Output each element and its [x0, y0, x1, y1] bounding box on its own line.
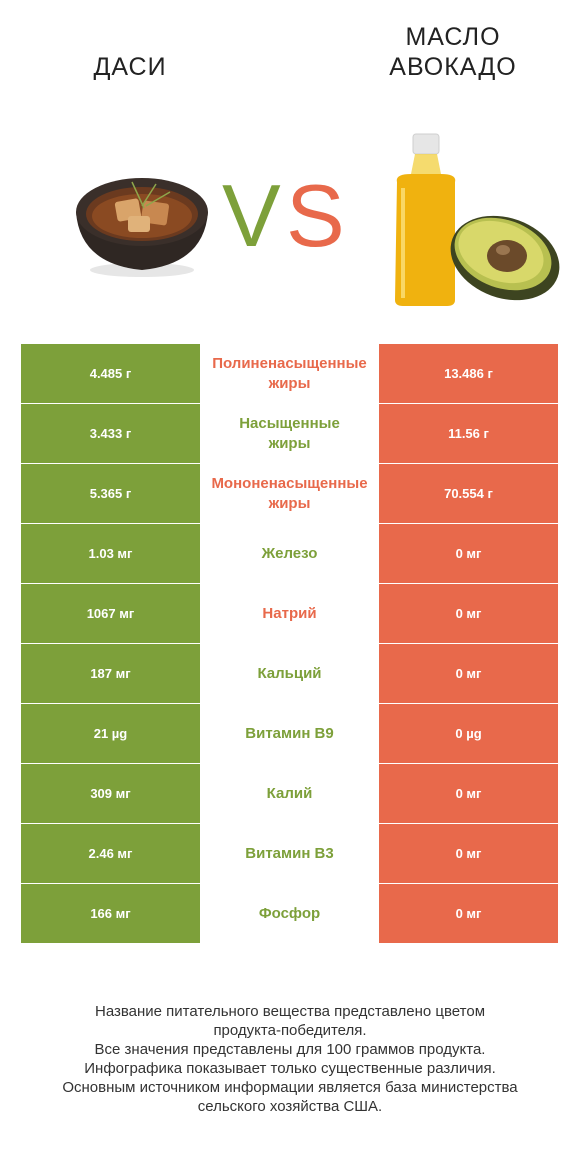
vs-letter-v: V	[222, 168, 281, 258]
right-product-title	[363, 22, 543, 82]
nutrient-name: Витамин B9	[200, 704, 379, 763]
right-title-line2: АВОКАДО	[389, 53, 517, 81]
dashi-bowl-image	[72, 172, 212, 280]
table-row	[21, 824, 558, 884]
left-value: 3.433 г	[21, 404, 200, 463]
left-value: 1.03 мг	[21, 524, 200, 583]
vs-label	[222, 168, 352, 258]
left-value: 166 мг	[21, 884, 200, 943]
footer-line: Основным источником информации является база министерства	[62, 1079, 518, 1096]
nutrient-table	[21, 344, 558, 944]
nutrient-name: Кальций	[200, 644, 379, 703]
nutrient-name: Мононенасыщенные жиры	[200, 464, 379, 523]
right-value: 0 мг	[379, 584, 558, 643]
table-row	[21, 764, 558, 824]
right-value: 13.486 г	[379, 344, 558, 403]
nutrient-name: Витамин B3	[200, 824, 379, 883]
right-value: 0 мг	[379, 524, 558, 583]
right-value: 70.554 г	[379, 464, 558, 523]
footer-line: Инфографика показывает только существенные различия.	[84, 1060, 496, 1077]
vs-letter-s: S	[286, 168, 345, 258]
left-value: 4.485 г	[21, 344, 200, 403]
table-row	[21, 644, 558, 704]
right-value: 0 мг	[379, 644, 558, 703]
right-value: 11.56 г	[379, 404, 558, 463]
right-value: 0 мг	[379, 824, 558, 883]
left-value: 21 µg	[21, 704, 200, 763]
right-value: 0 мг	[379, 764, 558, 823]
footer-line: Все значения представлены для 100 граммов продукта.	[94, 1041, 486, 1058]
left-value: 2.46 мг	[21, 824, 200, 883]
nutrient-name: Железо	[200, 524, 379, 583]
right-value: 0 µg	[379, 704, 558, 763]
table-row	[21, 344, 558, 404]
left-value: 5.365 г	[21, 464, 200, 523]
footer-note	[30, 1002, 550, 1116]
left-value: 187 мг	[21, 644, 200, 703]
nutrient-name: Фосфор	[200, 884, 379, 943]
table-row	[21, 404, 558, 464]
left-value: 1067 мг	[21, 584, 200, 643]
footer-line: Название питательного вещества представлено цветом	[94, 1003, 486, 1020]
left-product-title: ДАСИ	[93, 53, 167, 81]
left-value: 309 мг	[21, 764, 200, 823]
nutrient-name: Натрий	[200, 584, 379, 643]
nutrient-name: Насыщенные жиры	[200, 404, 379, 463]
footer-line: сельского хозяйства США.	[197, 1098, 383, 1115]
table-row	[21, 524, 558, 584]
footer-line: продукта-победителя.	[213, 1022, 367, 1039]
nutrient-name: Калий	[200, 764, 379, 823]
right-title-line1: МАСЛО	[405, 23, 501, 51]
table-row	[21, 464, 558, 524]
right-value: 0 мг	[379, 884, 558, 943]
avocado-oil-image	[385, 130, 560, 310]
table-row	[21, 884, 558, 944]
table-row	[21, 584, 558, 644]
nutrient-name: Полиненасыщенные жиры	[200, 344, 379, 403]
table-row	[21, 704, 558, 764]
